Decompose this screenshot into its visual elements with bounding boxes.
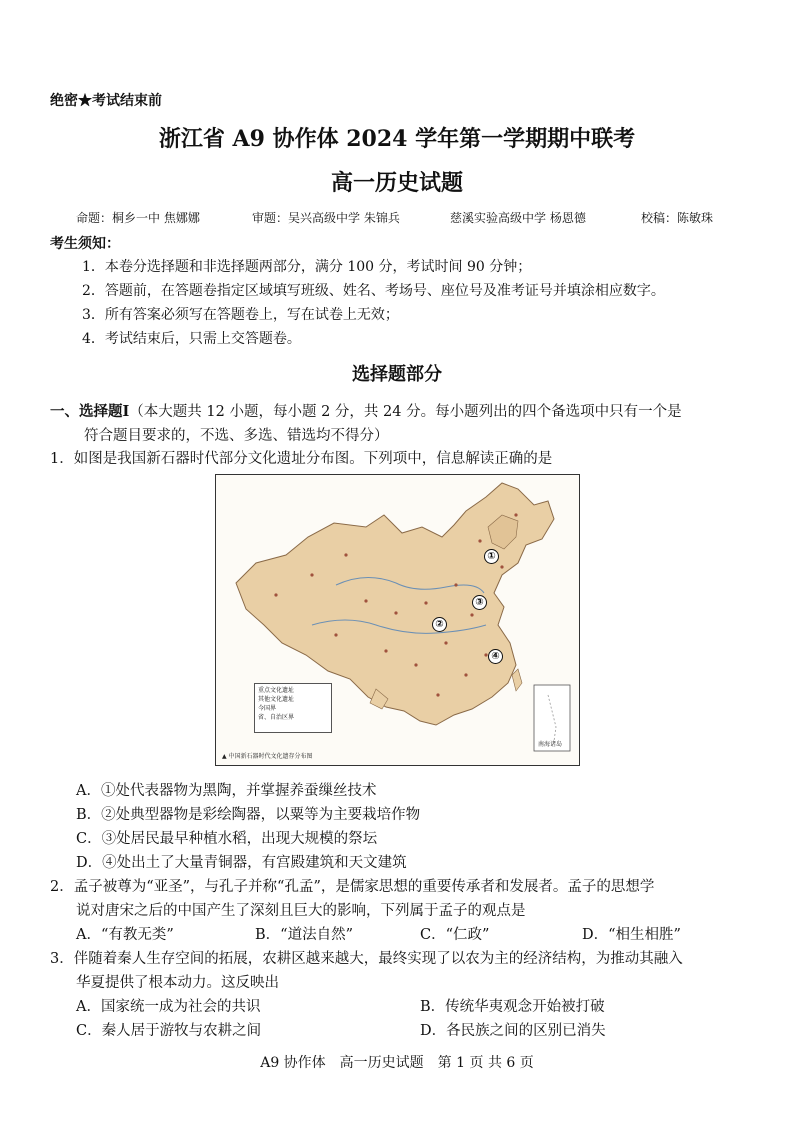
notice-item: 4．考试结束后，只需上交答题卷。 bbox=[82, 331, 301, 347]
question-1-stem: 1．如图是我国新石器时代部分文化遗址分布图。下列项中，信息解读正确的是 bbox=[50, 451, 553, 467]
notice-item: 1．本卷分选择题和非选择题两部分，满分 100 分，考试时间 90 分钟； bbox=[82, 259, 532, 275]
exam-title: 浙江省 A9 协作体 2024 学年第一学期期中联考 bbox=[158, 126, 636, 152]
part-description: （本大题共 12 小题，每小题 2 分，共 24 分。每小题列出的四个备选项中只有一个是 bbox=[129, 404, 682, 420]
site-marker-3: ③ bbox=[472, 595, 487, 610]
section-title: 选择题部分 bbox=[352, 364, 442, 385]
legend-item: 省、自治区界 bbox=[258, 714, 295, 721]
option-3a: A．国家统一成为社会的共识 bbox=[76, 999, 261, 1015]
site-marker-4: ④ bbox=[488, 649, 503, 664]
option-2c: C．“仁政” bbox=[420, 927, 490, 943]
option-1c: C．③处居民最早种植水稻，出现大规模的祭坛 bbox=[76, 831, 378, 847]
credit-proofreader: 校稿：陈敏珠 bbox=[641, 211, 714, 225]
credit-reviewer: 审题：吴兴高级中学 朱锦兵 bbox=[252, 211, 400, 225]
option-3b: B．传统华夷观念开始被打破 bbox=[420, 999, 605, 1015]
question-2-stem: 2．孟子被尊为“亚圣”，与孔子并称“孔孟”，是儒家思想的重要传承者和发展者。孟子的思想学 bbox=[50, 879, 655, 895]
map-caption-text: 中国新石器时代文化遗存分布图 bbox=[228, 753, 313, 760]
option-2d: D．“相生相胜” bbox=[582, 927, 681, 943]
map-legend bbox=[254, 683, 332, 733]
notice-item: 3．所有答案必须写在答题卷上，写在试卷上无效； bbox=[82, 307, 399, 323]
page-footer: A9 协作体 高一历史试题 第 1 页 共 6 页 bbox=[260, 1055, 534, 1071]
option-3c: C．秦人居于游牧与农耕之间 bbox=[76, 1023, 262, 1039]
inset-label: 南海诸岛 bbox=[538, 741, 563, 748]
option-1d: D．④处出土了大量青铜器，有宫殿建筑和天文建筑 bbox=[76, 855, 407, 871]
option-2a: A．“有教无类” bbox=[76, 927, 174, 943]
question-3-stem-cont: 华夏提供了根本动力。这反映出 bbox=[76, 975, 279, 991]
option-3d: D．各民族之间的区别已消失 bbox=[420, 1023, 606, 1039]
option-1b: B．②处典型器物是彩绘陶器，以粟等为主要栽培作物 bbox=[76, 807, 421, 823]
legend-item: 今国界 bbox=[258, 705, 277, 712]
notice-item: 2．答题前，在答题卷指定区域填写班级、姓名、考场号、座位号及准考证号并填涂相应数字。 bbox=[82, 283, 665, 299]
map-caption: ▲ 中国新石器时代文化遗存分布图 bbox=[222, 753, 313, 760]
option-2b: B．“道法自然” bbox=[255, 927, 353, 943]
option-1a: A．①处代表器物为黑陶，并掌握养蚕缫丝技术 bbox=[76, 783, 377, 799]
neolithic-site-map bbox=[215, 474, 580, 766]
legend-item: 重点文化遗址 bbox=[258, 687, 295, 694]
legend-item: 其他文化遗址 bbox=[258, 696, 295, 703]
part-heading bbox=[50, 400, 682, 421]
exam-subtitle: 高一历史试题 bbox=[330, 170, 463, 196]
notice-heading: 考生须知： bbox=[50, 236, 120, 252]
site-marker-2: ② bbox=[432, 617, 447, 632]
credit-reviewer-2: 慈溪实验高级中学 杨恩德 bbox=[450, 211, 586, 225]
question-3-stem: 3．伴随着秦人生存空间的拓展，农耕区越来越大，最终实现了以农为主的经济结构，为推动其融入 bbox=[50, 951, 683, 967]
taiwan-island bbox=[512, 669, 522, 691]
credit-author: 命题：桐乡一中 焦娜娜 bbox=[76, 211, 200, 225]
part-description-cont: 符合题目要求的，不选、多选、错选均不得分） bbox=[84, 428, 389, 444]
question-2-stem-cont: 说对唐宋之后的中国产生了深刻且巨大的影响，下列属于孟子的观点是 bbox=[76, 903, 526, 919]
confidential-label: 绝密★考试结束前 bbox=[50, 93, 162, 109]
part-label: 一、选择题Ⅰ bbox=[50, 403, 130, 420]
site-marker-1: ① bbox=[484, 549, 499, 564]
